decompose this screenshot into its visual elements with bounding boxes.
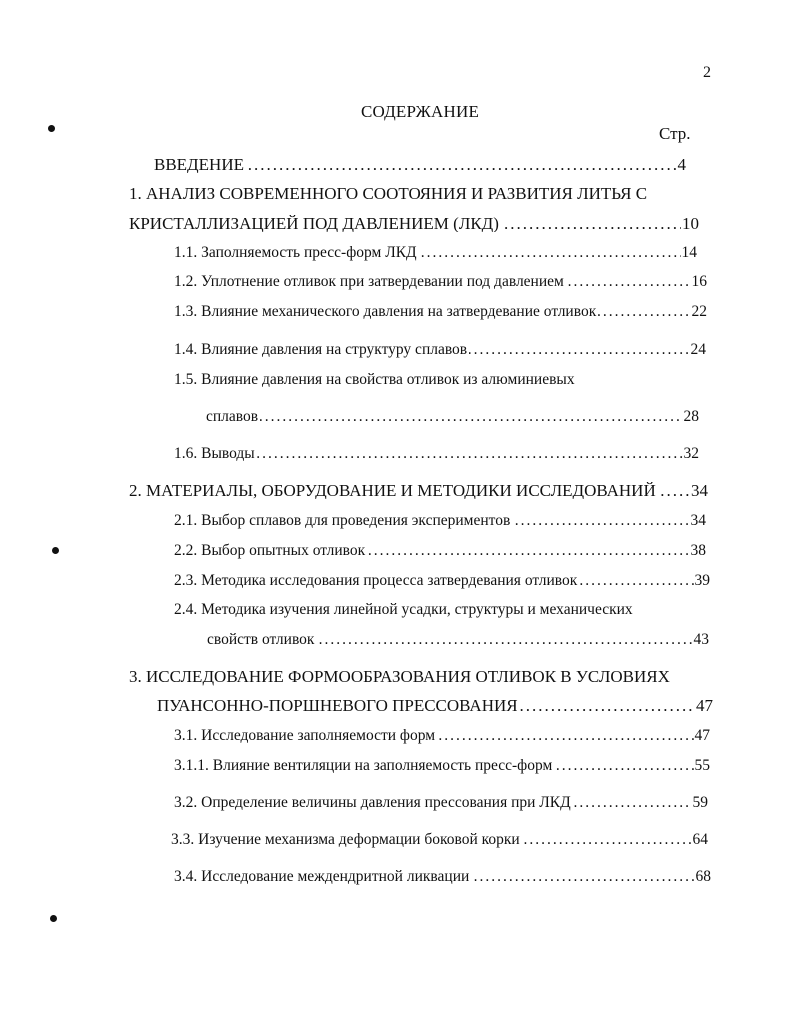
- toc-entry: 2.3. Методика исследования процесса затвердевания отливок 39 .....: [174, 573, 710, 589]
- toc-entry: КРИСТАЛЛИЗАЦИЕЙ ПОД ДАВЛЕНИЕМ (ЛКД) 10 .....: [129, 215, 699, 232]
- toc-entry: 3. ИССЛЕДОВАНИЕ ФОРМООБРАЗОВАНИЯ ОТЛИВОК В УСЛОВИЯХ: [129, 667, 670, 686]
- toc-entry: 1. АНАЛИЗ СОВРЕМЕННОГО СООТОЯНИЯ И РАЗВИТИЯ ЛИТЬЯ С: [129, 184, 648, 203]
- toc-entry: 2. МАТЕРИАЛЫ, ОБОРУДОВАНИЕ И МЕТОДИКИ ИССЛЕДОВАНИЙ 34 .....: [129, 482, 708, 499]
- toc-entry: 3.1. Исследование заполняемости форм 47 .....: [174, 728, 710, 744]
- toc-entry: свойств отливок 43 .....: [207, 632, 709, 648]
- margin-mark: [50, 915, 57, 922]
- toc-entry: 1.5. Влияние давления на свойства отливок из алюминиевых: [174, 371, 575, 388]
- toc-entry: 3.4. Исследование междендритной ликвации 68 .....: [174, 869, 711, 885]
- toc-entry: ПУАНСОННО-ПОРШНЕВОГО ПРЕССОВАНИЯ 47 .....: [157, 697, 713, 714]
- toc-entry: 1.4. Влияние давления на структуру сплавов 24 .....: [174, 342, 706, 358]
- toc-entry: 2.1. Выбор сплавов для проведения экспериментов 34 .....: [174, 513, 706, 529]
- toc-entry: 2.4. Методика изучения линейной усадки, структуры и механических: [174, 601, 633, 618]
- toc-entry: 3.2. Определение величины давления прессования при ЛКД 59 .....: [174, 795, 708, 811]
- toc-entry: 1.1. Заполняемость пресс-форм ЛКД 14 .....: [174, 245, 697, 261]
- toc-entry: сплавов 28 .....: [206, 409, 699, 425]
- margin-mark: [48, 125, 55, 132]
- toc-entry: 1.3. Влияние механического давления на затвердевание отливок 22 .....: [174, 304, 707, 320]
- toc-entry: ВВЕДЕНИЕ 4 .....: [154, 156, 686, 173]
- toc-entry: 3.3. Изучение механизма деформации боковой корки 64 .....: [171, 832, 708, 848]
- margin-mark: [52, 547, 59, 554]
- toc-entry: 1.2. Уплотнение отливок при затвердевании под давлением 16 .....: [174, 274, 707, 290]
- pages-column-label: Стр.: [659, 124, 691, 143]
- toc-entry: 2.2. Выбор опытных отливок 38 .....: [174, 543, 706, 559]
- toc-entry: 1.6. Выводы 32 .....: [174, 446, 699, 462]
- page-title: СОДЕРЖАНИЕ: [360, 102, 480, 121]
- page-number: 2: [703, 64, 711, 81]
- toc-entry: 3.1.1. Влияние вентиляции на заполняемость пресс-форм 55 .....: [174, 758, 710, 774]
